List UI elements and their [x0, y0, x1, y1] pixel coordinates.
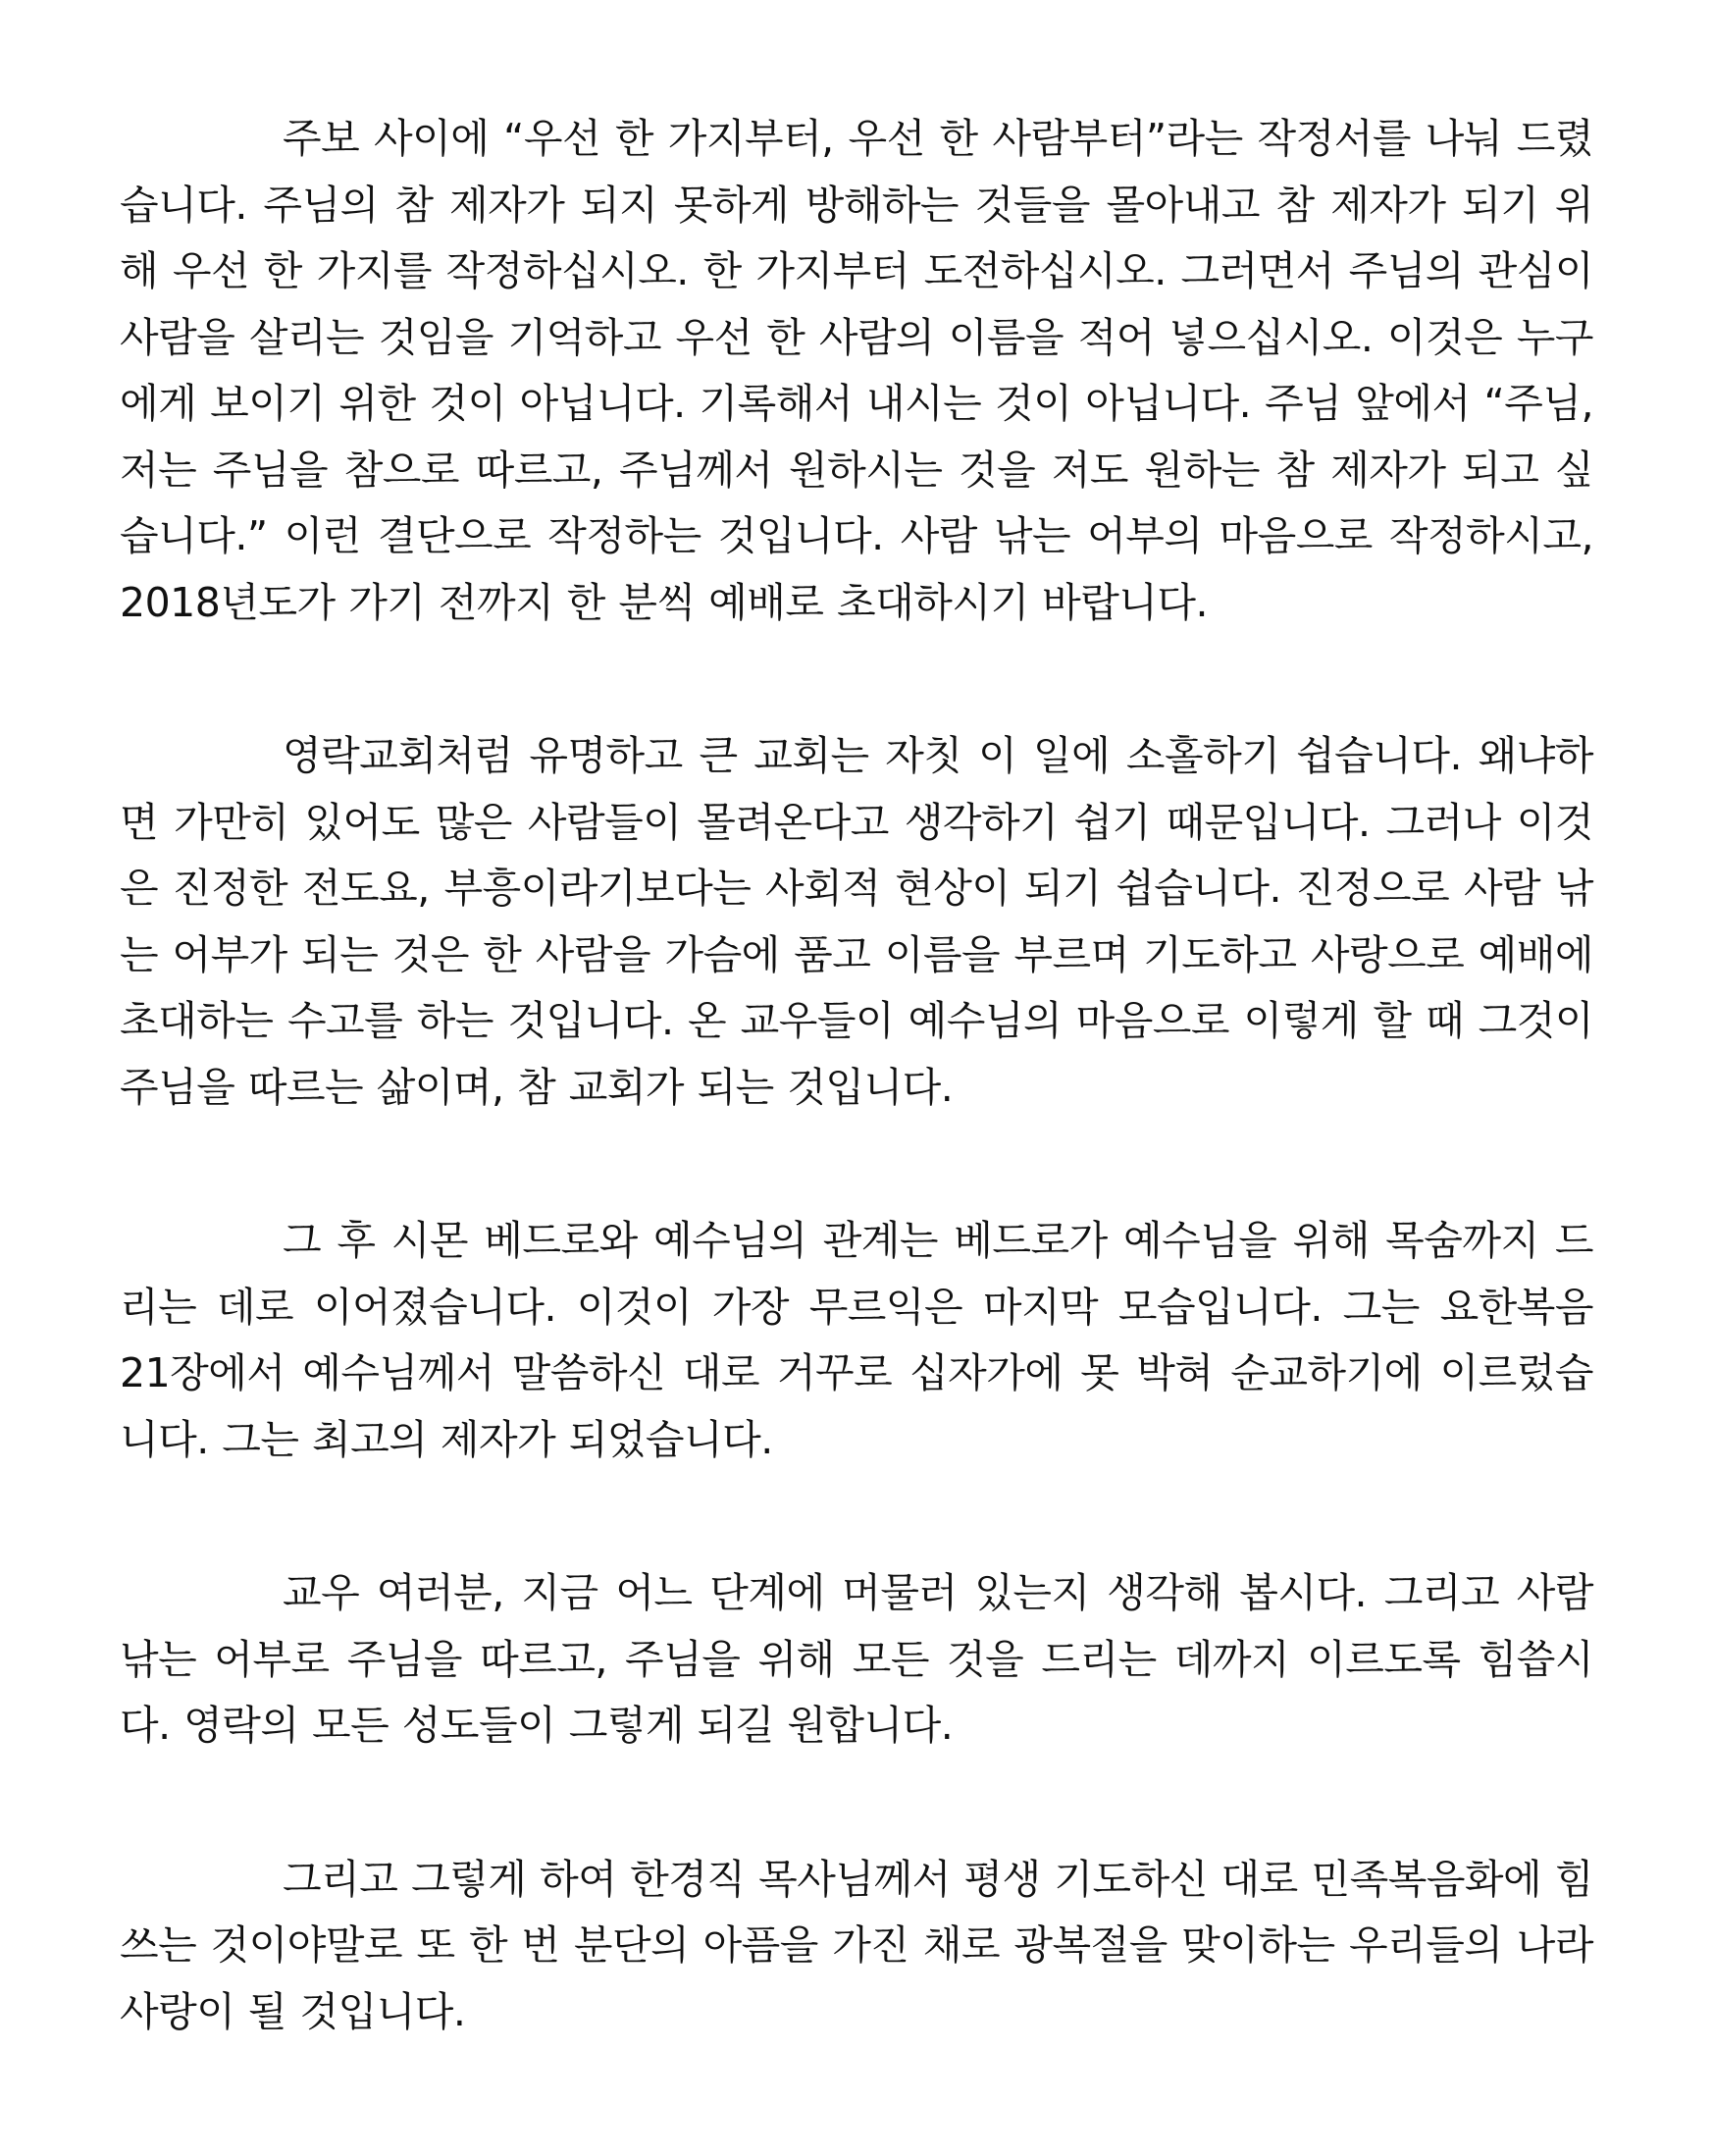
paragraph-1: 주보 사이에 “우선 한 가지부터, 우선 한 사람부터”라는 작정서를 나눠 드렸습니다. 주님의 참 제자가 되지 못하게 방해하는 것들을 몰아내고 참 제자가 되기 위해 우선 한 가지를 작정하십시오. 한 가지부터 도전하십시오. 그러면서 주님의 관심이 사람을 살리는 것임을 기억하고 우선 한 사람의 이름을 적어 넣으십시오. 이것은 누구에게 보이기 위한 것이 아닙니다. 기록해서 내시는 것이 아닙니다. 주님 앞에서 “주님, 저는 주님을 참으로 따르고, 주님께서 원하시는 것을 저도 원하는 참 제자가 되고 싶습니다.” 이런 결단으로 작정하는 것입니다. 사람 낚는 어부의 마음으로 작정하시고, 2018년도가 가기 전까지 한 분씩 예배로 초대하시기 바랍니다. — [120, 115, 1593, 626]
paragraph-4: 교우 여러분, 지금 어느 단계에 머물러 있는지 생각해 봅시다. 그리고 사람 낚는 어부로 주님을 따르고, 주님을 위해 모든 것을 드리는 데까지 이르도록 힘씁시다. 영락의 모든 성도들이 그렇게 되길 원합니다. — [120, 1569, 1593, 1749]
document-page — [120, 106, 1593, 2045]
paragraph-5: 그리고 그렇게 하여 한경직 목사님께서 평생 기도하신 대로 민족복음화에 힘쓰는 것이야말로 또 한 번 분단의 아픔을 가진 채로 광복절을 맞이하는 우리들의 나라 사랑이 될 것입니다. — [120, 1855, 1593, 2035]
paragraph-2: 영락교회처럼 유명하고 큰 교회는 자칫 이 일에 소홀하기 쉽습니다. 왜냐하면 가만히 있어도 많은 사람들이 몰려온다고 생각하기 쉽기 때문입니다. 그러나 이것은 진정한 전도요, 부흥이라기보다는 사회적 현상이 되기 쉽습니다. 진정으로 사람 낚는 어부가 되는 것은 한 사람을 가슴에 품고 이름을 부르며 기도하고 사랑으로 예배에 초대하는 수고를 하는 것입니다. 온 교우들이 예수님의 마음으로 이렇게 할 때 그것이 주님을 따르는 삶이며, 참 교회가 되는 것입니다. — [120, 732, 1593, 1111]
paragraph-3: 그 후 시몬 베드로와 예수님의 관계는 베드로가 예수님을 위해 목숨까지 드리는 데로 이어졌습니다. 이것이 가장 무르익은 마지막 모습입니다. 그는 요한복음 21장에서 예수님께서 말씀하신 대로 거꾸로 십자가에 못 박혀 순교하기에 이르렀습니다. 그는 최고의 제자가 되었습니다. — [120, 1217, 1593, 1463]
